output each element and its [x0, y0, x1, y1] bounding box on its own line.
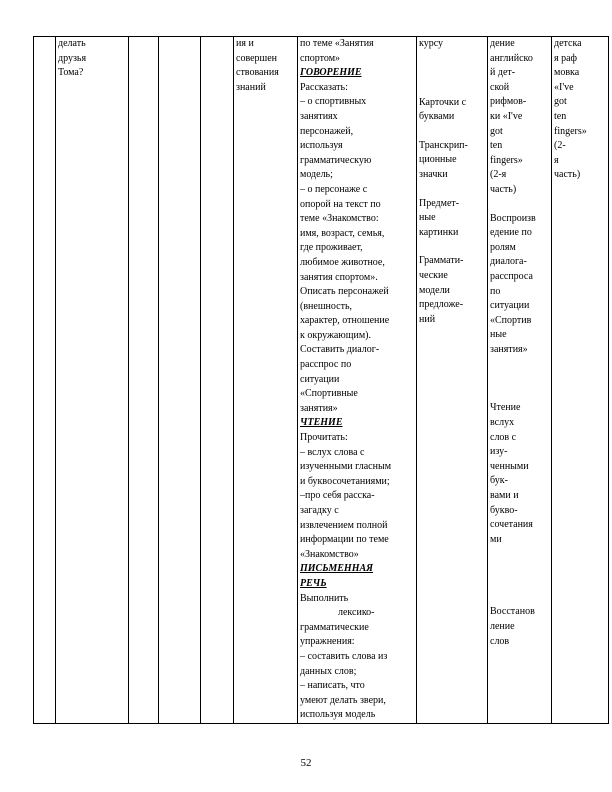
- text-line: вслух: [490, 417, 515, 429]
- text-line: ролям: [490, 241, 516, 253]
- text-line: ление: [490, 621, 515, 632]
- text-line: мовка: [554, 67, 580, 79]
- text-line: Карточки с: [419, 96, 467, 108]
- text-line: расспроса: [490, 270, 533, 282]
- text-line: Выполнить: [300, 592, 349, 604]
- text-line: (внешность,: [300, 300, 353, 312]
- text-line: букво-: [490, 504, 518, 516]
- text-line: ствования: [236, 67, 279, 79]
- text-line: Граммати-: [419, 255, 464, 267]
- text-line: Описать персонажей: [300, 286, 389, 298]
- reading-heading: ЧТЕНИЕ: [300, 417, 343, 429]
- text-line: изученными гласным: [300, 461, 392, 473]
- text-line: опорой на текст по: [300, 198, 381, 210]
- text-line: й дет-: [490, 67, 516, 79]
- text-line: «Знакомство»: [300, 548, 359, 560]
- text-line: fingers»: [554, 125, 587, 137]
- text-line: – написать, что: [300, 680, 365, 692]
- text-line: характер, отношение: [300, 315, 390, 327]
- text-line: любимое животное,: [300, 256, 385, 268]
- text-line: РЕЧЬ: [300, 577, 327, 589]
- cell-col6: [234, 37, 298, 724]
- text-line: используя: [300, 140, 343, 152]
- text-line: fingers»: [490, 154, 523, 166]
- text-line: Транскрип-: [419, 139, 468, 151]
- text-line: ные: [419, 212, 436, 224]
- text-line: Рассказать:: [300, 81, 348, 93]
- text-line: к окружающим).: [300, 329, 371, 341]
- cell-col8: [417, 37, 488, 724]
- text-line: слов: [490, 635, 510, 647]
- text-line: Прочитать:: [300, 432, 348, 444]
- text-line: лексико-: [338, 607, 375, 619]
- text-line: ten: [554, 110, 567, 122]
- text-line: расспрос по: [300, 359, 352, 371]
- text-line: используя модель: [300, 709, 376, 721]
- text-line: извлечением полной: [300, 519, 388, 531]
- text-line: ия и: [236, 38, 254, 49]
- text-line: (2-: [554, 140, 566, 152]
- text-line: модели: [419, 284, 450, 296]
- text-line: картинки: [419, 226, 459, 238]
- text-line: ные: [490, 329, 507, 341]
- text-line: ми: [490, 533, 502, 545]
- text-line: едение по: [490, 227, 532, 239]
- text-line: я раф: [554, 52, 578, 64]
- cell-col7: [298, 37, 417, 724]
- text-line: ПИСЬМЕННАЯ: [300, 563, 374, 575]
- text-line: диалога-: [490, 256, 527, 268]
- cell-col4: [159, 37, 201, 724]
- cell-col9: [488, 37, 552, 724]
- speaking-heading: ГОВОРЕНИЕ: [300, 67, 362, 79]
- text-line: got: [490, 125, 503, 137]
- text-line: бук-: [490, 475, 508, 487]
- cell-col5: [201, 37, 234, 724]
- text-line: «I've: [554, 81, 574, 93]
- text-line: где проживает,: [300, 242, 363, 254]
- text-line: –про себя расска-: [300, 490, 375, 502]
- text-line: вами и: [490, 490, 519, 502]
- lesson-plan-table: [33, 36, 609, 724]
- text-line: курсу: [419, 38, 444, 49]
- text-line: я: [554, 154, 559, 166]
- text-line: ситуации: [300, 373, 340, 385]
- text-line: делать: [58, 38, 86, 49]
- text-line: грамматические: [300, 621, 369, 633]
- text-line: спортом»: [300, 52, 341, 64]
- text-line: теме «Знакомство:: [300, 213, 379, 225]
- text-line: по теме «Занятия: [300, 38, 374, 49]
- text-line: – о спортивных: [300, 96, 367, 108]
- text-line: английско: [490, 52, 533, 64]
- text-line: загадку с: [300, 505, 339, 516]
- text-line: и буквосочетаниями;: [300, 475, 390, 487]
- text-line: занятия»: [490, 343, 528, 355]
- text-line: значки: [419, 168, 448, 180]
- text-line: Предмет-: [419, 197, 460, 209]
- text-line: занятия»: [300, 402, 338, 414]
- cell-col1: [34, 37, 56, 724]
- text-line: «Спортив: [490, 314, 532, 326]
- text-line: ситуации: [490, 300, 530, 312]
- text-line: ний: [419, 313, 436, 325]
- text-line: got: [554, 96, 567, 108]
- page-number: 52: [300, 757, 312, 769]
- cell-col10: [552, 37, 609, 724]
- text-line: Чтение: [490, 402, 521, 414]
- text-line: изу-: [490, 446, 508, 458]
- text-line: занятия спортом».: [300, 271, 378, 283]
- text-line: знаний: [236, 81, 266, 93]
- text-line: грамматическую: [300, 154, 372, 166]
- text-line: слов с: [490, 431, 517, 443]
- text-line: часть): [490, 183, 517, 195]
- text-line: буквами: [419, 111, 455, 123]
- text-line: ционные: [419, 154, 457, 166]
- text-line: дение: [490, 38, 515, 49]
- text-line: детска: [554, 38, 582, 49]
- text-line: модель;: [300, 169, 333, 181]
- text-line: (2-я: [490, 169, 507, 181]
- text-line: Составить диалог-: [300, 344, 380, 356]
- text-line: ческие: [419, 269, 448, 281]
- text-line: ten: [490, 140, 503, 152]
- text-line: персонажей,: [300, 125, 354, 137]
- text-line: – о персонаже с: [300, 183, 368, 195]
- text-line: Тома?: [58, 67, 84, 79]
- text-line: ки «I've: [490, 110, 523, 122]
- text-line: информации по теме: [300, 534, 389, 546]
- text-line: занятиях: [300, 110, 338, 122]
- text-line: сочетания: [490, 519, 533, 531]
- text-line: «Спортивные: [300, 388, 358, 400]
- text-line: рифмов-: [490, 96, 527, 108]
- text-line: – вслух слова с: [300, 446, 365, 458]
- text-line: имя, возраст, семья,: [300, 227, 385, 239]
- text-line: умеют делать звери,: [300, 694, 386, 706]
- text-line: по: [490, 285, 501, 297]
- text-line: ской: [490, 81, 510, 93]
- text-line: часть): [554, 169, 581, 181]
- cell-col2: [56, 37, 129, 724]
- text-line: – составить слова из: [300, 650, 388, 662]
- text-line: данных слов;: [300, 665, 357, 677]
- table-row: [34, 37, 609, 724]
- text-line: предложе-: [419, 299, 464, 311]
- text-line: упражнения:: [300, 636, 355, 648]
- text-line: совершен: [236, 52, 278, 64]
- text-line: друзья: [58, 52, 87, 64]
- text-line: ченными: [490, 460, 529, 472]
- cell-col3: [129, 37, 159, 724]
- text-line: Воспроизв: [490, 212, 536, 224]
- text-line: Восстанов: [490, 606, 535, 618]
